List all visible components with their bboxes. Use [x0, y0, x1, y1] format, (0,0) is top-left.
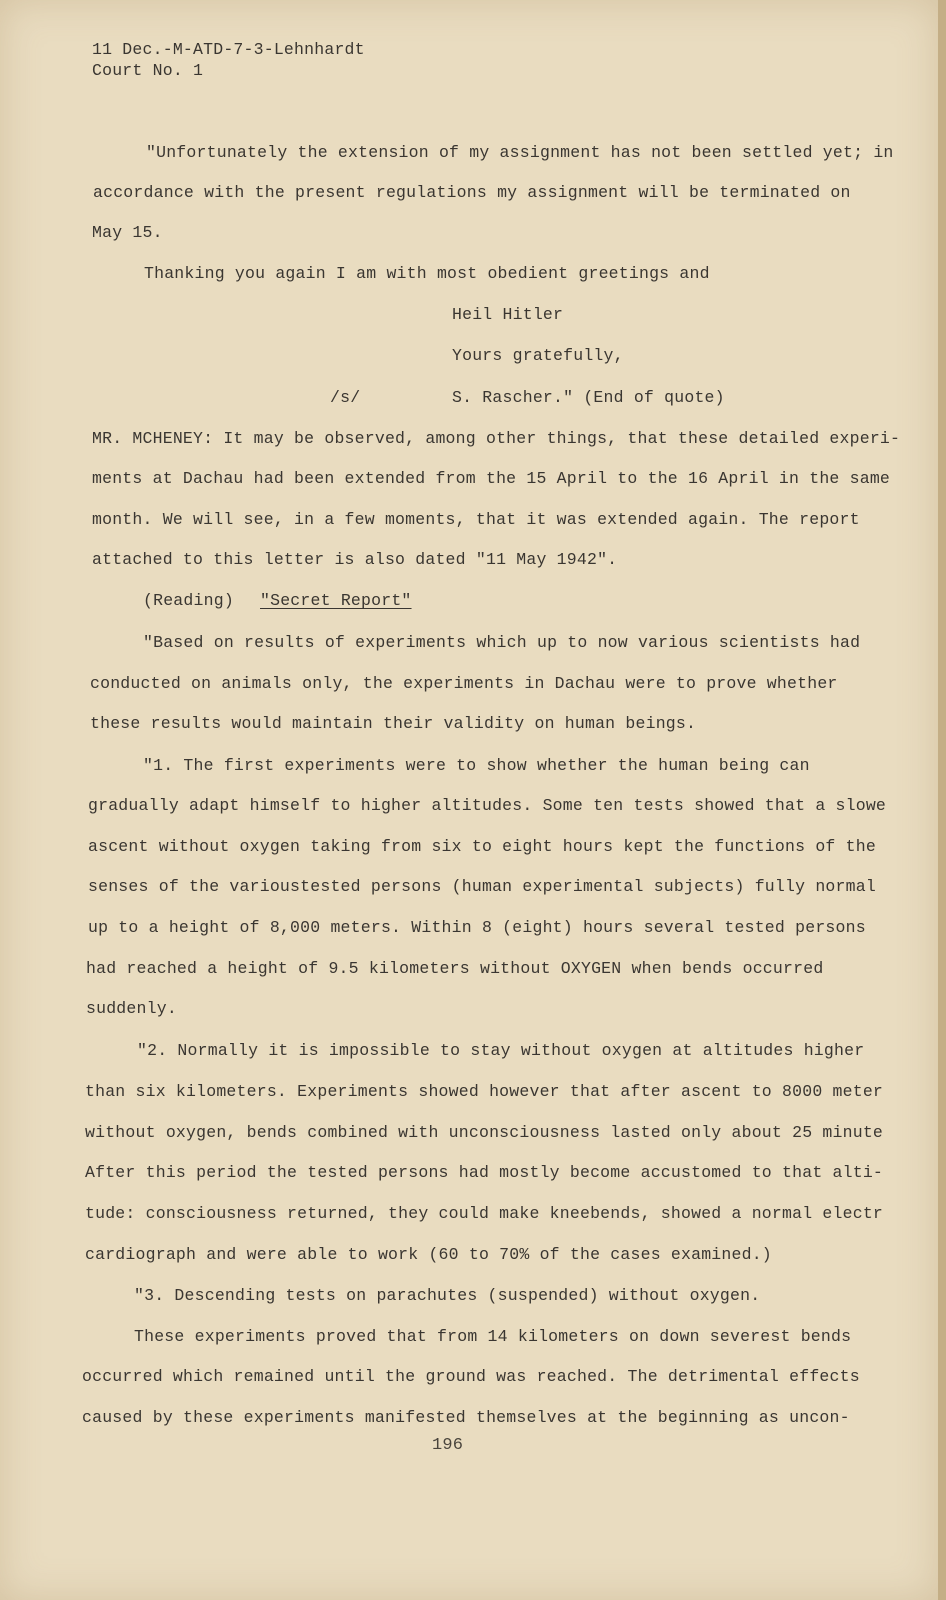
- text-line: up to a height of 8,000 meters. Within 8 (eight) hours several tested persons: [88, 918, 866, 937]
- text-line: caused by these experiments manifested themselves at the beginning as uncon-: [82, 1408, 850, 1427]
- text-line: MR. MCHENEY: It may be observed, among other things, that these detailed experi-: [92, 429, 901, 448]
- text-line: month. We will see, in a few moments, that it was extended again. The report: [92, 510, 860, 529]
- text-line: without oxygen, bends combined with unconsciousness lasted only about 25 minute: [85, 1123, 884, 1142]
- text-line: These experiments proved that from 14 kilometers on down severest bends: [134, 1327, 852, 1346]
- header-court-line: Court No. 1: [92, 61, 204, 80]
- text-line: gradually adapt himself to higher altitudes. Some ten tests showed that a slowe: [88, 796, 887, 815]
- signature-mark: /s/: [330, 388, 361, 407]
- text-line: May 15.: [92, 223, 163, 242]
- text-line: ments at Dachau had been extended from the 15 April to the 16 April in the same: [92, 469, 891, 488]
- text-line: Thanking you again I am with most obedient greetings and: [144, 264, 710, 283]
- text-line: senses of the varioustested persons (human experimental subjects) fully normal: [88, 877, 876, 896]
- text-line: these results would maintain their validity on human beings.: [90, 714, 697, 733]
- text-line: "Unfortunately the extension of my assignment has not been settled yet; in: [146, 143, 894, 162]
- text-line: "1. The first experiments were to show whether the human being can: [143, 756, 810, 775]
- page-edge: [938, 0, 946, 1600]
- text-line: Yours gratefully,: [452, 346, 624, 365]
- header-case-line: 11 Dec.-M-ATD-7-3-Lehnhardt: [92, 40, 365, 59]
- text-line: accordance with the present regulations my assignment will be terminated on: [93, 183, 851, 202]
- page-number: 196: [432, 1436, 464, 1455]
- text-line: had reached a height of 9.5 kilometers without OXYGEN when bends occurred: [86, 959, 824, 978]
- text-line: "3. Descending tests on parachutes (suspended) without oxygen.: [134, 1286, 761, 1305]
- text-line: conducted on animals only, the experiments in Dachau were to prove whether: [90, 674, 838, 693]
- text-line: (Reading): [143, 591, 234, 610]
- text-line: S. Rascher." (End of quote): [452, 388, 725, 407]
- text-line: than six kilometers. Experiments showed however that after ascent to 8000 meter: [85, 1082, 884, 1101]
- text-line: cardiograph and were able to work (60 to 70% of the cases examined.): [85, 1245, 772, 1264]
- text-line: attached to this letter is also dated "11 May 1942".: [92, 550, 618, 569]
- text-line: occurred which remained until the ground was reached. The detrimental effects: [82, 1367, 860, 1386]
- text-line: After this period the tested persons had mostly become accustomed to that alti-: [85, 1163, 884, 1182]
- text-line: Heil Hitler: [452, 305, 564, 324]
- text-line: ascent without oxygen taking from six to eight hours kept the functions of the: [88, 837, 876, 856]
- text-line: "Based on results of experiments which up to now various scientists had: [143, 633, 861, 652]
- text-line: "2. Normally it is impossible to stay without oxygen at altitudes higher: [137, 1041, 865, 1060]
- text-line: suddenly.: [86, 999, 177, 1018]
- section-title: "Secret Report": [260, 591, 412, 610]
- text-line: tude: consciousness returned, they could make kneebends, showed a normal electr: [85, 1204, 884, 1223]
